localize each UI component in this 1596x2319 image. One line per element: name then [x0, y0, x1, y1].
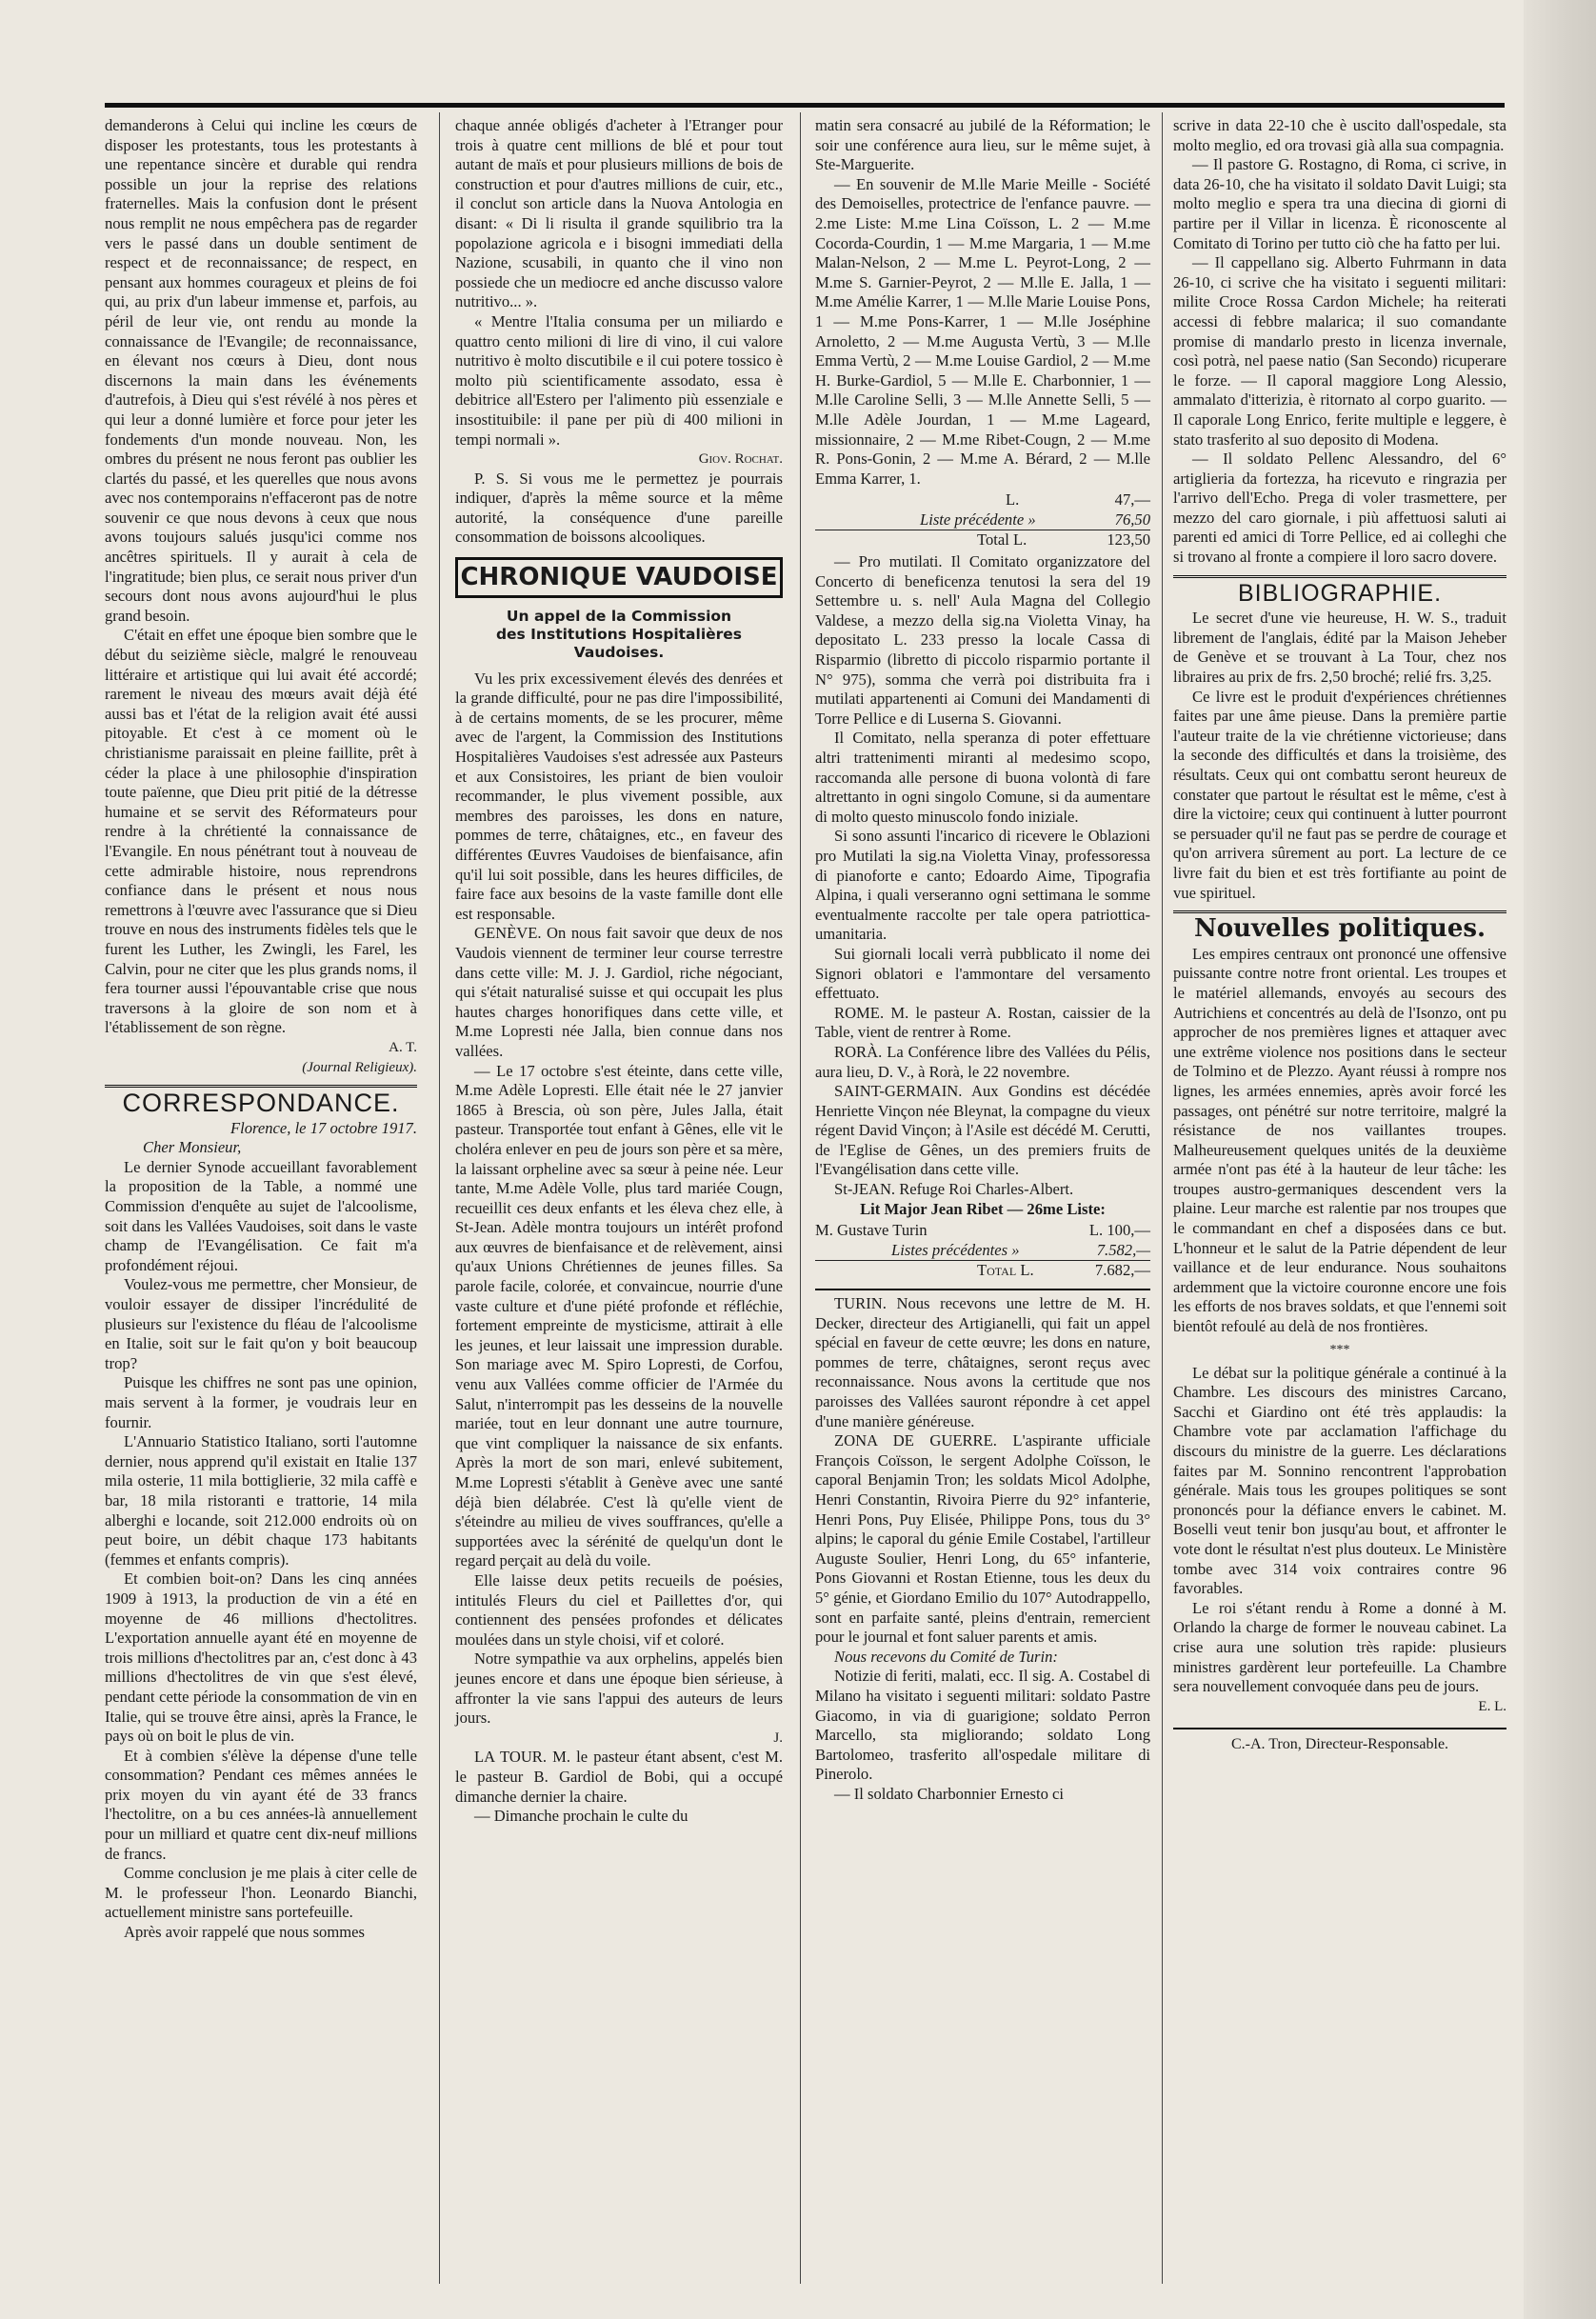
paragraph: Le dernier Synode accueillant favorablement la proposition de la Table, a nommé une Commission d'enquête au sujet de l'alcoolisme, soit dans les Vallées Vaudoises, soit dans le vaste champ de l'Evangélisation. Ce fait m'a profondément réjoui. — [105, 1157, 417, 1274]
total-label: Total L. — [977, 530, 1027, 550]
source: (Journal Religieux). — [302, 1059, 417, 1075]
donation-list — [815, 1221, 1150, 1281]
total-label: Liste précédente » — [920, 510, 1036, 529]
paragraph: — En souvenir de M.lle Marie Meille - Société des Demoiselles, protectrice de l'enfance pauvre. — 2.me Liste: M.me Lina Coïsson, L. 2 — M.me Cocorda-Courdin, 1 — M.me Margaria, 1 — M.me Malan-Nelson, 2 — M.me L. Peyrot-Long, 2 — M.me S. Garnier-Peyrot, 2 — M.lle E. Jalla, 1 — M.me Amélie Karrer, 1 — M.lle Marie Louise Pons, 1 — M.me Pons-Karrer, 1 — M.lle Joséphine Arnoletto, 2 — M.me Augusta Vertù, 3 — M.lle Emma Vertù, 2 — M.me Louise Gardiol, 2 — M.me H. Burke-Gardiol, 5 — M.lle E. Charbonnier, 1 — M.lle Caroline Selli, 3 — M.lle Annette Selli, 5 — M.lle Adèle Jourdan, 1 — M.me Lageard, missionnaire, 2 — M.me Ribet-Cougn, 2 — M.me R. Pons-Gonin, 2 — M.me A. Bérard, 2 — M.lle Emma Karrer, 1. — [815, 174, 1150, 488]
director-signature — [1173, 1728, 1506, 1755]
paragraph: C'était en effet une époque bien sombre que le début du seizième siècle, malgré le renouveau littéraire et artistique qui lui avait été accordé; rarement le niveau des mœurs avait déjà été aussi bas et l'état de la religion avait été aussi pitoyable. Et c'est à ce moment où le christianisme paraissait en pleine faillite, prêt à céder la place à une philosophie d'inspiration toute païenne, que Dieu prit pitié de la détresse humaine et se servit des Réformateurs pour rendre à la chrétienté la connaissance de l'Evangile. En nous pénétrant tout à nouveau de cette admirable histoire, nous reprendrons confiance dans le présent et nous nous remettrons à l'œuvre avec l'assurance que si Dieu trouve en nous des instruments fidèles tels que le furent les Luther, les Zwingli, les Farel, les Calvin, pour ne citer que les plus grands noms, il fera tourner aussi l'épouvantable crise que nous traversons à la gloire de son nom et à l'établissement de son règne. — [105, 626, 417, 1037]
paragraph: LA TOUR. M. le pasteur étant absent, c'est M. le pasteur B. Gardiol de Bobi, qui a occupé dimanche dernier la chaire. — [455, 1748, 783, 1806]
paragraph: — Pro mutilati. Il Comitato organizzatore del Concerto di beneficenza tenutosi la sera del 19 Settembre u. s. nell' Aula Magna del Collegio Valdese, a mezzo della sig.na Violetta Vinay, ha depositato L. 233 presso la locale Cassa di Risparmio (libretto di piccolo risparmio portante il N° 975), somma che verrà poi distribuita fra i mutilati appartenenti ai Comuni dei Mandamenti di Torre Pellice e di Luserna S. Giovanni. — [815, 552, 1150, 728]
signature: Giov. Rochat. — [698, 451, 783, 468]
paragraph: P. S. Si vous me le permettez je pourrais indiquer, d'après la même source et la même autorité, la conséquence d'une pareille consommation de boissons alcooliques. — [455, 469, 783, 547]
paragraph: Comme conclusion je me plais à citer celle de M. le professeur l'hon. Leonardo Bianchi, actuellement ministre sans portefeuille. — [105, 1864, 417, 1922]
total-value: 7.582,— — [1096, 1240, 1150, 1259]
paragraph: — Il pastore G. Rostagno, di Roma, ci scrive, in data 26-10, che ha visitato il soldato Davit Luigi; sta molto meglio e spera tra una diecina di giorni di partire per il Villar in licenza. È riconoscente al Comitato di Torino per tutto ciò che ha fatto per lui. — [1173, 155, 1506, 252]
section-title: CHRONIQUE VAUDOISE — [455, 557, 783, 598]
paragraph: Puisque les chiffres ne sont pas une opinion, mais servent à la former, je voudrais leur en fournir. — [105, 1373, 417, 1431]
paragraph: Les empires centraux ont prononcé une offensive puissante contre notre front oriental. Les troupes et le matériel allemands, envoyés au secours des Autrichiens et concentrés au delà de l'Isonzo, ont pu approcher de nos premières lignes et attaquer avec une extrême violence nos positions dans le secteur de Tolmino et de Plezzo. Ayant réussi à rompre nos lignes, les armées ennemies, après avoir forcé les passages, ont pénétré sur notre territoire, malgré la résistance de nos vaillantes troupes. Malheureusement quelques unités de la deuxième armée n'ont pas été à la hauteur de leur tâche: les troupes austro-germaniques descendent vers la plaine. Leur marche est ralentie par nos troupes que le commandant en chef a disposées dans ce but. L'honneur et le salut de la Patrie dépendent de leur vaillance et de leur endurance. Nous souhaitons ardemment que la victoire couronne encore une fois les efforts de nos braves soldats, et que l'ennemi soit bientôt refoulé au delà de nos frontières. — [1173, 944, 1506, 1336]
paragraph: Le débat sur la politique générale a continué à la Chambre. Les discours des ministres Carcano, Sacchi et Giardino ont été très applaudis: la Chambre vote par acclamation l'affichage du discours du ministre de la guerre. Les déclarations faites par M. Sonnino rencontrent l'approbation générale. Mais tous les groupes politiques se sont prononcés pour la défiance envers le cabinet. M. Boselli veut tenir bon jusqu'au bout, et affronter le vote dont le résultat n'est plus douteux. Le Ministère tombe avec 314 voix contraires contre 96 favorables. — [1173, 1363, 1506, 1598]
total-label: Listes précédentes » — [891, 1240, 1020, 1259]
section-divider — [105, 1085, 417, 1088]
total-value: 76,50 — [1114, 510, 1150, 529]
paragraph: Le secret d'une vie heureuse, H. W. S., traduit librement de l'anglais, édité par la Maison Jeheber de Genève et se trouvant à La Tour, chez nos libraires au prix de frs. 2,50 broché; relié frs. 3,25. — [1173, 609, 1506, 687]
paragraph: Et combien boit-on? Dans les cinq années 1909 à 1913, la production de vin a été en moyenne de 46 millions d'hectolitres. L'exportation annuelle ayant été en moyenne de trois millions d'hectolitres par an, c'est donc à 43 millions d'hectolitres de vin que s'est élevé, pendant cette période la consommation de vin en Italie, qui se trouve être ainsi, après la France, le pays où on boit le plus de vin. — [105, 1569, 417, 1746]
section-divider — [815, 1289, 1150, 1290]
section-title: BIBLIOGRAPHIE. — [1237, 579, 1443, 607]
paragraph: SAINT-GERMAIN. Aux Gondins est décédée Henriette Vinçon née Bleynat, la compagne du vieux régent David Vinçon; à l'Asile est décédé M. Cerutti, de l'Eglise de Gênes, un des premiers fruits de l'Evangélisation dans cette ville. — [815, 1082, 1150, 1179]
director-name: C.-A. Tron, Directeur-Responsable. — [1230, 1736, 1449, 1753]
paragraph: demanderons à Celui qui incline les cœurs de disposer les protestants, tous les protestants à une repentance sincère et durable qui rendra possible un jour la reprise des relations fraternelles. Mais la confusion dont le présent nous remplit ne nous empêchera pas de regarder vers le passé dans un double sentiment de respect et de reconnaissance; de respect, en pensant aux hommes courageux et pleins de foi qui, au prix d'un labeur immense et, parfois, au péril de leur vie, ont rendu au monde la connaissance de l'Evangile; de reconnaissance, en élevant nos cœurs à Dieu, dont nous discernons la main dans les événements d'autrefois, à Dieu qui s'est révélé à nos pères et qui leur a donné lumière et force pour jeter les fondements d'un monde nouveau. Non, les ombres du présent ne nous feront pas oublier les clartés du passé, et les querelles que nous avons avec nos contemporains n'effaceront pas de notre souvenir ce que nous devons à ceux que nous avons toujours salués jusqu'ici comme nos ancêtres spirituels. Il y aurait à cela de l'ingratitude; bien plus, ce serait nous priver d'un secours dont nous avons aujourd'hui le plus grand besoin. — [105, 116, 417, 625]
section-title: CORRESPONDANCE. — [122, 1089, 400, 1118]
paragraph: L'Annuario Statistico Italiano, sorti l'automne dernier, nous apprend qu'il existait en Italie 137 mila osterie, 11 mila bottiglierie, 32 mila caffè e bar, 18 mila ristoranti e trattorie, 14 mila alberghi e locande, soit 212.000 endroits où on peut boire, un débit chaque 173 habitants (femmes et enfants compris). — [105, 1432, 417, 1569]
section-title: Nouvelles politiques. — [1193, 914, 1486, 944]
paragraph: Sui giornali locali verrà pubblicato il nome dei Signori oblatori e l'ammontare del versamento effettuato. — [815, 944, 1150, 1003]
paragraph: TURIN. Nous recevons une lettre de M. H. Decker, directeur des Artigianelli, qui fait un appel spécial en faveur de cette œuvre; les dons en nature, pommes de terre, châtaignes, seront reçus avec reconnaissance. Nous avons la certitude que nos paroisses des Vallées sauront répondre à cet appel d'une manière généreuse. — [815, 1294, 1150, 1430]
paragraph: Voulez-vous me permettre, cher Monsieur, de vouloir essayer de dissiper l'incrédulité de plusieurs sur l'existence du fléau de l'alcoolisme en Italie, soit sur le fait qu'on y boit beaucoup trop? — [105, 1275, 417, 1372]
signature: J. — [773, 1729, 783, 1746]
paragraph: Notizie di feriti, malati, ecc. Il sig. A. Costabel di Milano ha visitato i seguenti militari: soldato Pastre Giacomo, in via di guarigione; soldato Perron Marcello, sta migliorando; soldato Long Bartolomeo, trasferito all'ospedale militare di Pinerolo. — [815, 1667, 1150, 1784]
total-label: Total L. — [977, 1261, 1034, 1280]
paragraph: Nous recevons du Comité de Turin: — [834, 1647, 1058, 1666]
paragraph: Il Comitato, nella speranza di poter effettuare altri trattenimenti miranti al medesimo scopo, raccomanda alle persone di buona volontà di fare altrettanto in ogni singolo Comune, si da aumentare di molto questo minuscolo fondo iniziale. — [815, 729, 1150, 826]
article-title-line: Un appel de la Commission — [506, 607, 732, 625]
donor: M. Gustave Turin — [815, 1221, 928, 1240]
paragraph: chaque année obligés d'acheter à l'Etranger pour trois à quatre cent millions de blé et pour tout autant de maïs et pour plusieurs millions de bois de construction et pour d'autres millions de cuir, etc., il conclut son article dans la Nuova Antologia en disant: « Di li risulta il grande squilibrio tra la popolazione agricola e i bisogni immediati della Nazione, scusabili, in quanto che il vino non possiede che un mediocre ed anche discusso valore nutritivo... ». — [455, 116, 783, 311]
list-heading: Lit Major Jean Ribet — 26me Liste: — [860, 1199, 1106, 1218]
donation-totals — [815, 490, 1150, 550]
column-4 — [1173, 116, 1506, 1755]
paragraph: scrive in data 22-10 che è uscito dall'ospedale, sta molto meglio, ed ora trovasi già alla sua compagnia. — [1173, 116, 1506, 154]
paragraph: — Il soldato Pellenc Alessandro, del 6° artiglieria da fortezza, ha ricevuto e ringrazia per l'arrivo dell'Echo. Prega di voler trasmettere, per mezzo del caro giornale, i più affettuosi saluti ai parenti ed amici di Torre Pellice, ed ai colleghi che si trovano al fronte a compiere il loro sacro dovere. — [1173, 450, 1506, 567]
total-value: 47,— — [1114, 490, 1150, 510]
paragraph: Vu les prix excessivement élevés des denrées et la grande difficulté, pour ne pas dire l'impossibilité, à de certains moments, de se les procurer, même avec de l'argent, la Commission des Institutions Hospitalières Vaudoises s'est adressée aux Pasteurs et aux Consistoires, les priant de bien vouloir recommander, le plus vivement possible, aux membres des paroisses, les dons en nature, pommes de terre, châtaignes, etc., en faveur des différentes Œuvres Vaudoises de bienfaisance, afin qu'il lui soit possible, dans les heures difficiles, de faire face aux besoins de la vaste famille dont elle est responsable. — [455, 669, 783, 923]
total-value: 7.682,— — [1094, 1261, 1150, 1280]
paragraph: Ce livre est le produit d'expériences chrétiennes faites par une âme pieuse. Dans la première partie l'auteur traite de la vie chrétienne victorieuse; dans la seconde des difficultés et dans la troisième, des résultats. Ceux qui ont combattu seront heureux de constater que partout le résultat est le même, c'est à dire la victoire; ceux qui continuent à lutter pourront se persuader qu'il ne faut pas se perdre de courage et qu'on arrivera sûrement au port. La lecture de ce livre fait du bien et est très fortifiante au point de vue spirituel. — [1173, 687, 1506, 902]
total-value: 123,50 — [1107, 530, 1150, 550]
paragraph: GENÈVE. On nous fait savoir que deux de nos Vaudois viennent de terminer leur course terrestre dans cette ville: M. J. J. Gardiol, riche négociant, qui s'était naturalisé suisse et qui occupait les plus hautes charges honorifiques dans cette ville, et M.me Lopresti née Jalla, bien connue dans nos vallées. — [455, 924, 783, 1060]
asterism: *** — [1329, 1342, 1350, 1357]
paragraph: Notre sympathie va aux orphelins, appelés bien jeunes encore et dans une époque bien sérieuse, à affronter la vie sans l'appui des auteurs de leurs jours. — [455, 1649, 783, 1728]
paragraph: Si sono assunti l'incarico di ricevere le Oblazioni pro Mutilati la sig.na Violetta Vinay, professoressa di pianoforte e canto; Edoardo Aime, Tipografia Alpina, i quali verseranno ogni settimana le somme eventualmente raccolte per tale opera patriottica-umanitaria. — [815, 827, 1150, 944]
paragraph: ZONA DE GUERRE. L'aspirante ufficiale François Coïsson, le sergent Adolphe Coïsson, le caporal Benjamin Tron; les soldats Micol Adolphe, Henri Constantin, Rivoira Pierre du 92° infanterie, Henri Pons, Puy Elisée, Philippe Pons, tous du 3° alpins; le caporal du génie Emile Costabel, l'artilleur Auguste Soulier, Henri Long, du 65° infanterie, Pons Giovanni et Rostan Etienne, tous les deux du 5° génie, et Giordano Emilio du 107° Autodrappello, sont en parfaite santé, pleins d'entrain, remercient pour le journal et font saluer parents et amis. — [815, 1431, 1150, 1647]
letter-salutation: Cher Monsieur, — [143, 1138, 242, 1157]
signature: A. T. — [389, 1039, 417, 1055]
paragraph: — Dimanche prochain le culte du — [474, 1807, 688, 1826]
paragraph: Et à combien s'élève la dépense d'une telle consommation? Pendant ces mêmes années le prix moyen du vin ayant été de 33 francs l'hectolitre, on a bu ces années-là annuellement pour un milliard et quatre cent dix-neuf millions de francs. — [105, 1746, 417, 1863]
paragraph: — Il soldato Charbonnier Ernesto ci — [834, 1784, 1065, 1803]
column-divider — [1162, 112, 1163, 2284]
section-divider — [1173, 575, 1506, 578]
paragraph: matin sera consacré au jubilé de la Réformation; le soir une conférence aura lieu, sur le même sujet, à Ste-Marguerite. — [815, 116, 1150, 174]
paragraph: « Mentre l'Italia consuma per un miliardo e quattro cento milioni di lire di vino, il cui valore nutritivo è molto discutibile e il cui potere tossico è molto più scientificamente assodato, essa è debitrice all'Estero per l'alimento più essenziale e insostituibile: il pane per più di 400 milioni in tempi normali ». — [455, 311, 783, 449]
paragraph: Après avoir rappelé que nous sommes — [124, 1923, 365, 1942]
paragraph: Elle laisse deux petits recueils de poésies, intitulés Fleurs du ciel et Paillettes d'or, qui contiennent des pensées profondes et délicates moulées dans un style choisi, vif et coloré. — [455, 1570, 783, 1649]
signature: E. L. — [1478, 1698, 1506, 1714]
paragraph: RORÀ. La Conférence libre des Vallées du Pélis, aura lieu, D. V., à Rorà, le 22 novembre. — [815, 1042, 1150, 1081]
paragraph: — Il cappellano sig. Alberto Fuhrmann in data 26-10, ci scrive che ha visitato i seguenti militari: milite Croce Rossa Cardon Michele; ha reiterati accessi di febbre malarica; il suo comandante promise di mandarlo presto in licenza invernale, così potrà, nel paese natio (San Secondo) ricuperare le forze. — Il caporal maggiore Long Alessio, ammalato d'itterizia, è ritornato al corpo guarito. — Il caporale Long Enrico, ferite multiple e leggere, è stato trasferito al suo deposito di Modena. — [1173, 253, 1506, 449]
column-2 — [455, 116, 783, 1827]
paragraph: ROME. M. le pasteur A. Rostan, caissier de la Table, vient de rentrer à Rome. — [815, 1003, 1150, 1042]
column-3 — [815, 116, 1150, 1804]
page-edge-shadow — [1524, 0, 1596, 2319]
column-1 — [105, 116, 417, 1943]
amount: L. 100,— — [1088, 1221, 1150, 1240]
paragraph: St-JEAN. Refuge Roi Charles-Albert. — [834, 1180, 1074, 1199]
total-label: L. — [1006, 490, 1020, 510]
top-rule — [105, 103, 1505, 108]
article-title — [455, 608, 783, 662]
section-divider — [1173, 910, 1506, 913]
article-title-line: des Institutions Hospitalières Vaudoises. — [495, 625, 743, 661]
letter-date: Florence, le 17 octobre 1917. — [230, 1118, 417, 1137]
column-divider — [800, 112, 801, 2284]
paragraph: — Le 17 octobre s'est éteinte, dans cette ville, M.me Adèle Lopresti. Elle était née le 27 janvier 1865 à Brescia, où son père, Jules Jalla, était pasteur. Transportée tout enfant à Gênes, elle vit le choléra enlever en peu de jours son père et sa mère, la laissant orpheline avec sa sœur à peine née. Leur tante, M.me Adèle Volle, plus tard mariée Cougn, recueillit ces deux enfants et les éleva chez elle, à St-Jean. Adèle montra toujours un intérêt profond aux œuvres de bienfaisance et de relèvement, ainsi qu'aux Unions Chrétiennes de jeunes filles. Sa parole facile, colorée, et convaincue, nourrie d'une vaste culture et d'une piété profonde et réfléchie, fortement empreinte de mysticisme, attirait à elle les jeunes, et leur laissait une impression durable. Son mariage avec M. Spiro Lopresti, de Corfou, venu aux Vallées comme officier de l'Armée du Salut, n'interrompit pas les desseins de la nouvelle mariée, tout en leur donnant une autre tournure, que vint compliquer la naissance de six enfants. Après la mort de son mari, enlevé subitement, M.me Lopresti s'établit à Genève avec une santé déjà bien délabrée. C'est là qu'elle vient de s'éteindre au milieu de vives souffrances, qu'elle a supportées avec la sérénité de quelqu'un dont le regard perçait au delà du voile. — [455, 1061, 783, 1570]
column-divider — [439, 112, 440, 2284]
paragraph: Le roi s'étant rendu à Rome a donné à M. Orlando la charge de former le nouveau cabinet. La crise aura une solution très rapide: plusieurs ministres gardèrent leur portefeuille. La Chambre sera nouvellement convoquée dans peu de jours. — [1173, 1598, 1506, 1696]
